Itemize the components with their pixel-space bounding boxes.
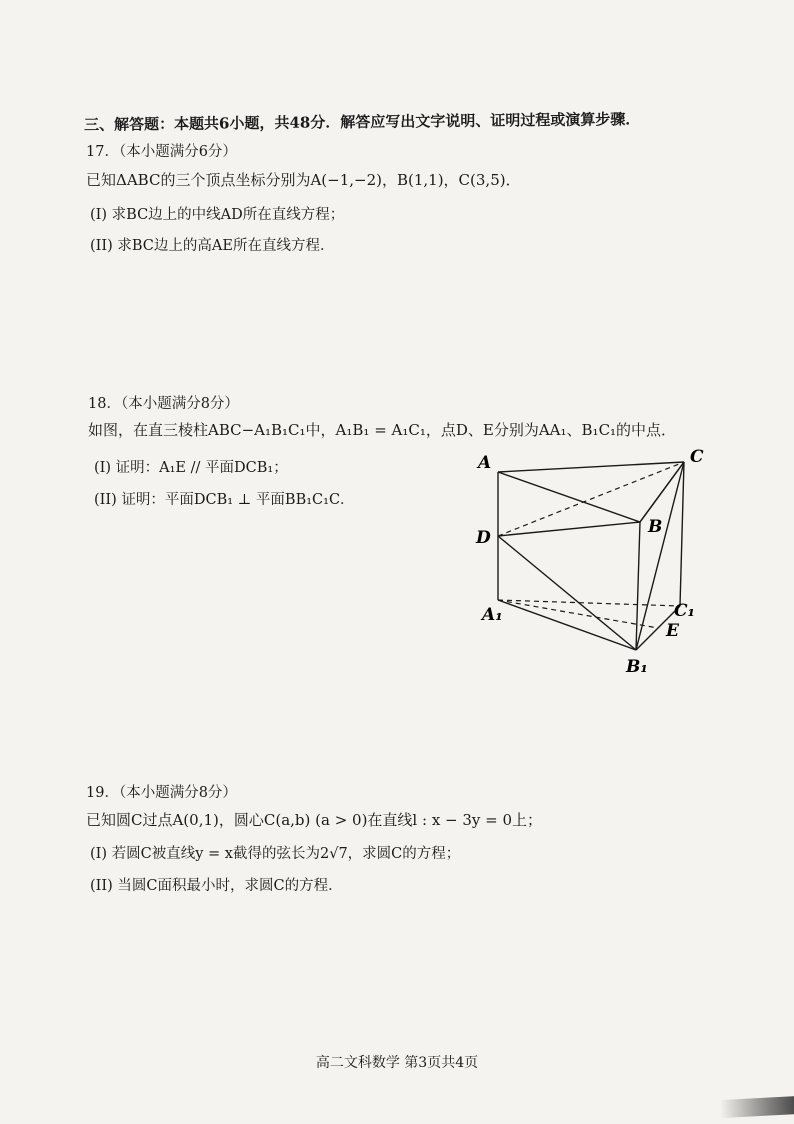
edge-AC [498,462,684,472]
edge-BB1 [636,522,640,650]
edge-CC1 [680,462,684,606]
segment-DB [498,522,640,536]
label-C: C [690,447,704,467]
label-A1: A₁ [482,605,503,625]
label-E: E [666,621,679,641]
scan-smudge [720,1096,794,1118]
label-A: A [478,453,492,473]
q19-number: 19．（本小题满分8分） [86,785,237,801]
q18-stem: 如图，在直三棱柱ABC−A₁B₁C₁中，A₁B₁ = A₁C₁，点D、E分别为AA₁、B₁C₁的中点． [88,421,677,439]
page-footer: 高二文科数学 第3页共4页 [315,1055,479,1071]
q18-part1: (I) 证明：A₁E // 平面DCB₁； [94,460,288,476]
section-heading: 三、解答题：本题共6小题，共48分．解答应写出文字说明、证明过程或演算步骤． [83,110,641,134]
q17-number: 17．（本小题满分6分） [86,144,237,160]
q17-stem: 已知ΔABC的三个顶点坐标分别为A(−1,−2)，B(1,1)，C(3,5)． [86,171,521,189]
prism-figure [470,440,720,680]
q17-part1: (I) 求BC边上的中线AD所在直线方程； [90,207,345,223]
q18-part2: (II) 证明：平面DCB₁ ⊥ 平面BB₁C₁C． [94,492,355,508]
q17-part2: (II) 求BC边上的高AE所在直线方程． [90,238,335,254]
q19-part1: (I) 若圆C被直线y = x截得的弦长为2√7，求圆C的方程； [90,846,461,862]
q19-stem: 已知圆C过点A(0,1)，圆心C(a,b) (a > 0)在直线l : x − 3y = 0上； [86,811,543,829]
edge-A1B1 [498,600,636,650]
q18-number: 18．（本小题满分8分） [88,396,239,412]
label-B: B [648,517,663,537]
label-B1: B₁ [626,657,648,677]
segment-DB1 [498,536,636,650]
q19-part2: (II) 当圆C面积最小时，求圆C的方程． [90,878,343,894]
label-D: D [476,528,491,548]
label-C1: C₁ [674,601,695,621]
edge-AB [498,472,640,522]
